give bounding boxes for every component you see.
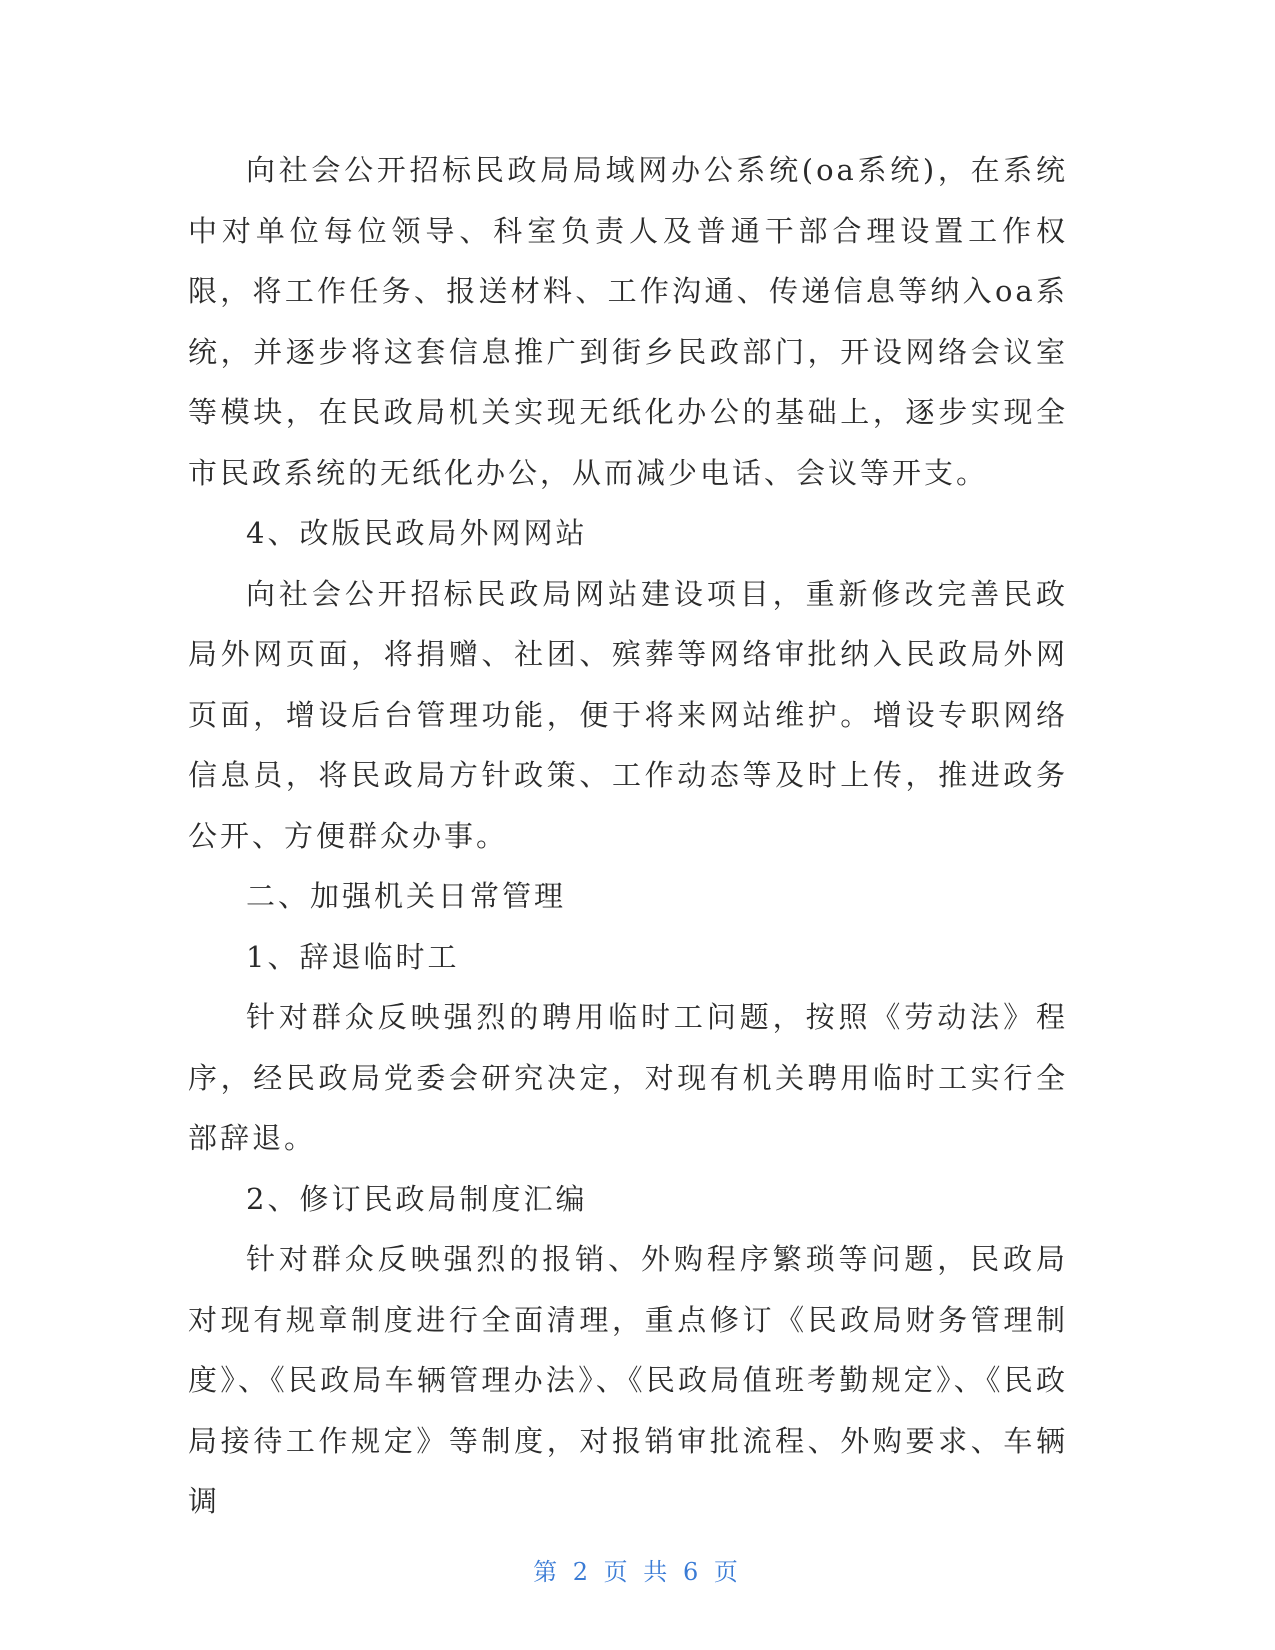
paragraph-website-project: 向社会公开招标民政局网站建设项目，重新修改完善民政局外网页面，将捐赠、社团、殡葬等网络审批纳入民政局外网页面，增设后台管理功能，便于将来网站维护。增设专职网络信息员，将民政局方针政策、工作动态等及时上传，推进政务公开、方便群众办事。 xyxy=(188,576,1068,853)
document-body xyxy=(188,140,1068,1532)
paragraph-temp-workers: 针对群众反映强烈的聘用临时工问题，按照《劳动法》程序，经民政局党委会研究决定，对现有机关聘用临时工实行全部辞退。 xyxy=(188,1000,1068,1155)
heading-website-revamp: 4、改版民政局外网网站 xyxy=(246,516,588,550)
heading-revise-regulations: 2、修订民政局制度汇编 xyxy=(246,1181,588,1216)
heading-dismiss-temp-workers: 1、辞退临时工 xyxy=(246,939,460,974)
paragraph-oa-system: 向社会公开招标民政局局域网办公系统(oa系统)，在系统中对单位每位领导、科室负责人及普通干部合理设置工作权限，将工作任务、报送材料、工作沟通、传递信息等纳入oa系统，并逐步将这套信息推广到街乡民政部门，开设网络会议室等模块，在民政局机关实现无纸化办公的基础上，逐步实现全市民政系统的无纸化办公，从而减少电话、会议等开支。 xyxy=(188,153,1068,490)
paragraph-regulations: 针对群众反映强烈的报销、外购程序繁琐等问题，民政局对现有规章制度进行全面清理，重点修订《民政局财务管理制度》、《民政局车辆管理办法》、《民政局值班考勤规定》、《民政局接待工作规定》等制度，对报销审批流程、外购要求、车辆调 xyxy=(188,1242,1068,1518)
heading-daily-management: 二、加强机关日常管理 xyxy=(246,879,567,913)
page-number-footer: 第 2 页 共 6 页 xyxy=(533,1558,742,1586)
